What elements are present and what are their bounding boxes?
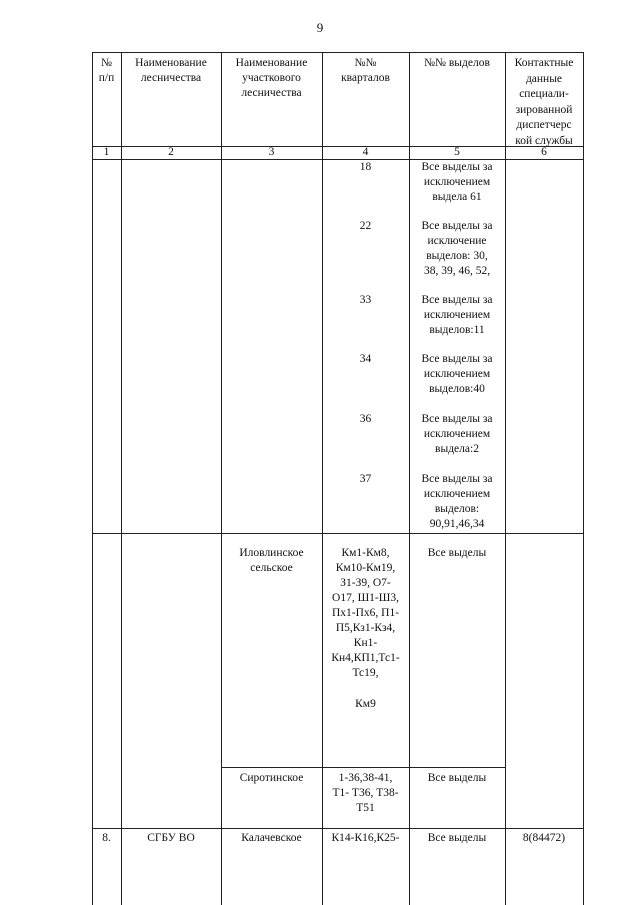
district-name: Сиротинское xyxy=(239,772,304,784)
header-contacts: Контактные данные специали- зированной диспетчерс кой службы xyxy=(514,57,574,147)
division-cell: Все выделы xyxy=(427,772,487,784)
quarter-cell: 36 xyxy=(359,413,372,425)
division-cell: Все выделы за исключением выдела 61 xyxy=(421,161,493,203)
col-line-0 xyxy=(92,52,93,905)
quarter-cell: 1-36,38-41, Т1- Т36, Т38- Т51 xyxy=(332,772,399,814)
division-cell: Все выделы за исключением выделов:40 xyxy=(421,353,493,395)
row-divider-2 xyxy=(221,767,505,768)
colnum-2: 2 xyxy=(168,146,174,158)
quarter-cell: 33 xyxy=(359,294,372,306)
quarter-cell: 37 xyxy=(359,473,372,485)
division-cell: Все выделы xyxy=(427,832,487,844)
district-name: Калачевское xyxy=(241,832,302,844)
forestry-name: СГБУ ВО xyxy=(147,832,195,844)
row-divider-3 xyxy=(92,828,583,829)
row-divider-1 xyxy=(92,533,583,534)
table-top-border xyxy=(92,52,583,53)
division-cell: Все выделы за исключением выдела:2 xyxy=(421,413,493,455)
division-cell: Все выделы xyxy=(427,547,487,559)
row-number: 8. xyxy=(102,832,111,844)
division-cell: Все выделы за исключением выделов:11 xyxy=(421,294,493,336)
colnum-4: 4 xyxy=(362,146,369,158)
quarter-cell: 18 xyxy=(359,161,372,173)
quarter-cell: 34 xyxy=(359,353,372,365)
colnum-3: 3 xyxy=(268,146,275,158)
header-num: № п/п xyxy=(98,57,115,84)
colnum-6: 6 xyxy=(541,146,547,158)
contact-cell: 8(84472) xyxy=(522,832,566,844)
quarter-cell: Км1-Км8, Км10-Км19, З1-З9, О7- О17, Ш1-Ш3, Пх1-Пх6, П1- П5,Кз1-Кз4, Кн1- Кн4,КП1,Тс1- Тс19, xyxy=(331,547,400,679)
quarter-cell: К14-К16,К25- xyxy=(331,832,400,844)
colnum-1: 1 xyxy=(103,146,110,158)
district-name: Иловлинское сельское xyxy=(239,547,304,574)
header-divisions: №№ выделов xyxy=(424,57,490,69)
colnum-5: 5 xyxy=(454,146,460,158)
quarter-cell-extra: Км9 xyxy=(355,698,376,710)
page-number: 9 xyxy=(316,20,324,35)
col-line-5 xyxy=(505,52,506,905)
division-cell: Все выделы за исключением выделов: 90,91,46,34 xyxy=(421,473,493,530)
header-forestry: Наименование лесничества xyxy=(135,57,207,84)
col-line-6 xyxy=(583,52,584,905)
division-cell: Все выделы за исключение выделов: 30, 38, 39, 46, 52, xyxy=(421,220,493,277)
header-quarters: №№ кварталов xyxy=(341,57,390,84)
quarter-cell: 22 xyxy=(359,220,372,232)
header-district-forestry: Наименование участкового лесничества xyxy=(235,57,308,99)
col-line-1 xyxy=(121,52,122,905)
